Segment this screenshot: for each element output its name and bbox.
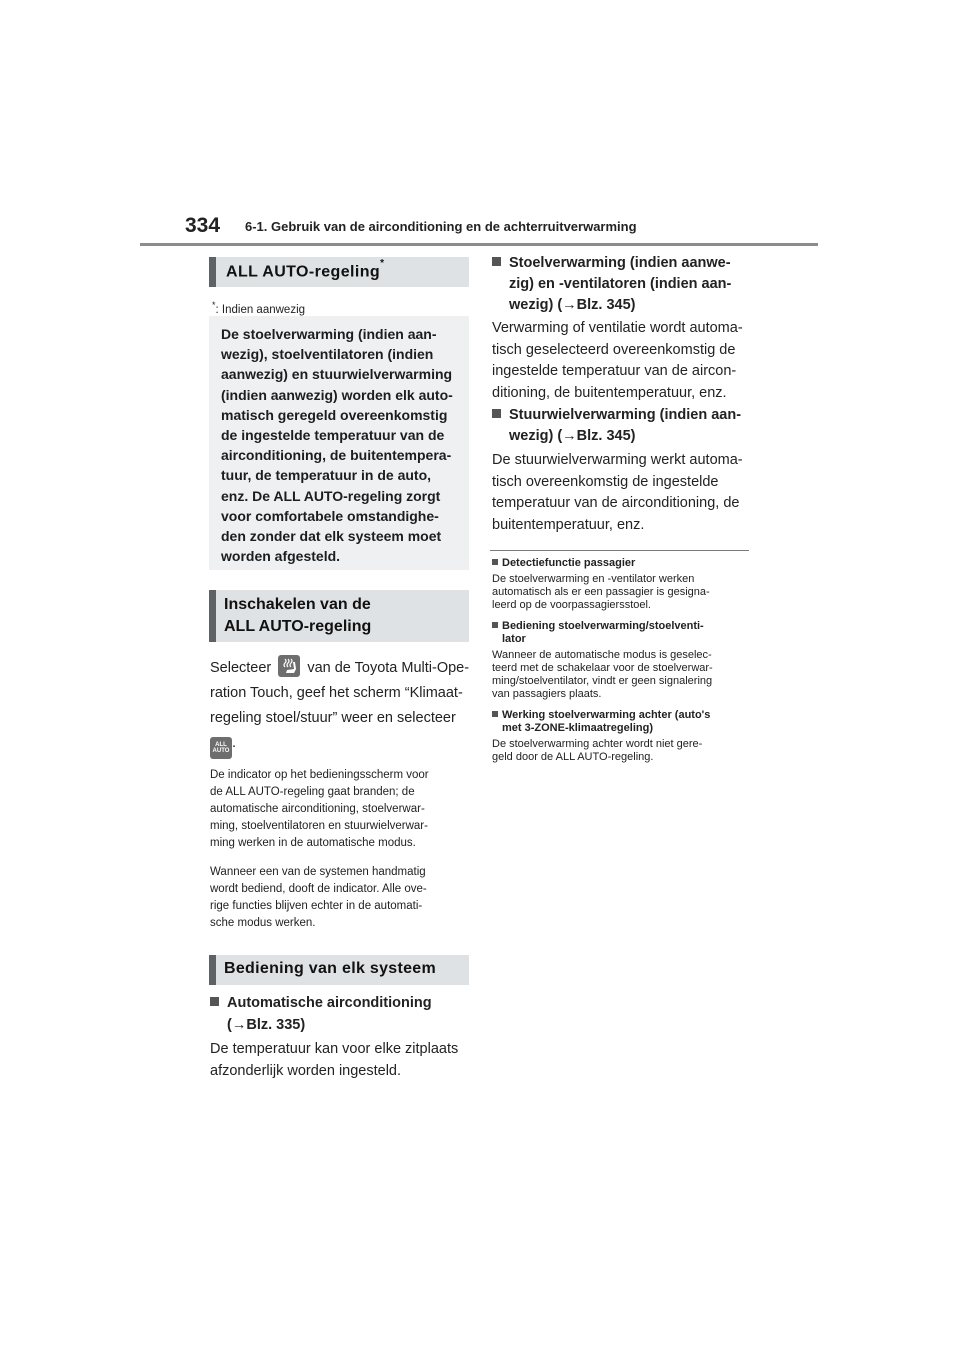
section-heading-line: Inschakelen van de xyxy=(224,596,371,613)
heading-line xyxy=(492,295,731,316)
paragraph-line: wordt bediend, dooft de indicator. Alle ove- xyxy=(210,883,427,895)
heading-line xyxy=(492,253,731,274)
note-line: De stoelverwarming en -ventilator werken xyxy=(492,573,695,585)
note-line: teerd met de schakelaar voor de stoelverwar- xyxy=(492,662,713,674)
page-reference: Blz. 335) xyxy=(246,1017,306,1033)
bullet-square-icon xyxy=(492,257,501,266)
paragraph-line: De indicator op het bedieningsscherm voor xyxy=(210,769,429,781)
note-body xyxy=(492,649,762,701)
wheel-heating-text xyxy=(492,450,743,536)
note-line: van passagiers plaats. xyxy=(492,688,602,700)
auto-ac-text xyxy=(210,1038,458,1082)
bullet-square-icon xyxy=(210,997,219,1006)
instruction-text: Selecteer xyxy=(210,660,272,676)
intro-line: den zonder dat elk systeem moet xyxy=(221,528,442,545)
paragraph-line: Wanneer een van de systemen handmatig xyxy=(210,866,426,878)
all-auto-icon xyxy=(210,737,232,759)
note-line: Wanneer de automatische modus is geselec- xyxy=(492,649,712,661)
paragraph-line: de ALL AUTO-regeling gaat branden; de xyxy=(210,786,415,798)
note xyxy=(492,557,762,570)
footnote-star: * xyxy=(212,300,216,310)
paragraph-line: buitentemperatuur, enz. xyxy=(492,516,645,533)
arrow-icon: → xyxy=(231,1017,247,1033)
section-heading-text: ALL AUTO-regeling xyxy=(226,263,381,281)
bullet-square-icon xyxy=(492,409,501,418)
instruction-text: van de Toyota Multi-Ope- xyxy=(307,660,470,676)
note-heading: Werking stoelverwarming achter (auto's xyxy=(502,709,711,721)
note-body xyxy=(492,573,762,612)
heading-line: zig) en -ventilatoren (indien aan- xyxy=(509,276,732,292)
paragraph-line: automatische airconditioning, stoelverwar- xyxy=(210,803,425,815)
indicator-paragraph xyxy=(210,767,475,852)
instruction-line xyxy=(210,731,475,759)
note-heading-line xyxy=(492,709,762,722)
bullet-square-icon xyxy=(492,622,498,628)
paragraph-line: ming werken in de automatische modus. xyxy=(210,837,416,849)
note-heading: Detectiefunctie passagier xyxy=(502,557,636,569)
seat-heating-text xyxy=(492,318,743,404)
instruction-line: ration Touch, geef het scherm “Klimaat- xyxy=(210,685,463,701)
intro-line: tuur, de temperatuur in de auto, xyxy=(221,467,432,484)
note-line: geld door de ALL AUTO-regeling. xyxy=(492,751,654,763)
intro-line: voor comfortabele omstandighe- xyxy=(221,507,439,524)
heading-text: wezig) ( xyxy=(509,297,563,313)
heading-text: ( xyxy=(227,1017,232,1033)
bullet-square-icon xyxy=(492,559,498,565)
instruction-line xyxy=(210,655,475,681)
note xyxy=(492,709,762,735)
intro-line: worden afgesteld. xyxy=(221,548,341,565)
heading-text: wezig) ( xyxy=(509,428,563,444)
select-instructions xyxy=(210,655,475,759)
section-heading-text: Bediening van elk systeem xyxy=(224,960,437,977)
paragraph-line: ming, stoelventilatoren en stuurwielverwar- xyxy=(210,820,428,832)
intro-line: enz. De ALL AUTO-regeling zorgt xyxy=(221,487,441,504)
heading-line xyxy=(492,405,741,426)
note xyxy=(492,620,762,646)
paragraph-line: temperatuur van de airconditioning, de xyxy=(492,495,740,511)
paragraph-line: ditioning, de buitentemperatuur, enz. xyxy=(492,384,727,401)
section-heading-all-auto xyxy=(209,257,469,287)
note-heading: Bediening stoelverwarming/stoelventi- xyxy=(502,620,704,632)
paragraph-line: ingestelde temperatuur van de aircon- xyxy=(492,363,737,379)
icon-text: ALL xyxy=(215,742,227,748)
intro-line: matisch geregeld overeenkomstig xyxy=(221,406,448,423)
note-line: ming/stoelventilator, vindt er geen signalering xyxy=(492,675,713,687)
paragraph-line: De stuurwielverwarming werkt automa- xyxy=(492,452,743,468)
paragraph-line: Verwarming of ventilatie wordt automa- xyxy=(492,320,743,336)
intro-line: de ingestelde temperatuur van de xyxy=(221,427,445,444)
icon-text: AUTO xyxy=(212,748,230,754)
heading-line xyxy=(210,1014,432,1036)
intro-line: wezig), stoelventilatoren (indien xyxy=(221,346,434,363)
paragraph-line: De temperatuur kan voor elke zitplaats xyxy=(210,1041,459,1057)
notes-block xyxy=(492,557,762,764)
instruction-text: . xyxy=(232,735,237,751)
heading-text: Stuurwielverwarming (indien aan- xyxy=(509,407,742,423)
heading-line xyxy=(210,992,432,1014)
page-number: 334 xyxy=(185,214,221,237)
paragraph-line: sche modus werken. xyxy=(210,917,316,929)
page-reference: Blz. 345) xyxy=(576,428,636,444)
header-divider xyxy=(140,243,818,246)
note-line: leerd op de voorpassagiersstoel. xyxy=(492,599,651,611)
asterisk-mark: * xyxy=(380,258,385,269)
note-body xyxy=(492,738,762,764)
manual-paragraph xyxy=(210,864,475,932)
intro-line: (indien aanwezig) worden elk auto- xyxy=(221,386,453,403)
arrow-icon: → xyxy=(562,297,577,313)
paragraph-line: tisch geselecteerd overeenkomstig de xyxy=(492,341,736,358)
section-heading-activate xyxy=(209,590,469,642)
heading-text: Automatische airconditioning xyxy=(227,995,432,1011)
intro-line: De stoelverwarming (indien aan- xyxy=(221,326,437,342)
seat-heating-heading xyxy=(492,253,731,316)
paragraph-line: tisch overeenkomstig de ingestelde xyxy=(492,473,719,490)
intro-line: aanwezig) en stuurwielverwarming xyxy=(221,366,453,383)
bullet-square-icon xyxy=(492,711,498,717)
notes-divider xyxy=(490,550,749,551)
section-heading-line: ALL AUTO-regeling xyxy=(224,618,372,635)
heading-line xyxy=(492,426,741,447)
page-reference: Blz. 345) xyxy=(576,297,636,313)
arrow-icon: → xyxy=(562,428,577,444)
intro-line: airconditioning, de buitentempera- xyxy=(221,447,452,464)
section-heading-each-system xyxy=(209,955,469,985)
instruction-line: regeling stoel/stuur” weer en selecteer xyxy=(210,710,456,726)
chapter-title: 6-1. Gebruik van de airconditioning en de achterruitverwarming xyxy=(245,219,637,234)
paragraph-line: rige functies blijven echter in de automati- xyxy=(210,900,423,912)
seat-heater-icon xyxy=(278,655,300,677)
footnote xyxy=(212,300,305,316)
note-heading-line: lator xyxy=(502,633,526,645)
note-line: De stoelverwarming achter wordt niet gere- xyxy=(492,738,703,750)
intro-box xyxy=(209,316,469,570)
note-heading-line xyxy=(492,620,762,633)
note-line: automatisch als er een passagier is gesigna- xyxy=(492,586,710,598)
auto-ac-heading xyxy=(210,992,432,1036)
paragraph-line: afzonderlijk worden ingesteld. xyxy=(210,1063,402,1079)
wheel-heating-heading xyxy=(492,405,741,447)
footnote-text: : Indien aanwezig xyxy=(215,303,306,316)
heading-text: Stoelverwarming (indien aanwe- xyxy=(509,255,731,271)
note-heading-line: met 3-ZONE-klimaatregeling) xyxy=(502,722,653,734)
